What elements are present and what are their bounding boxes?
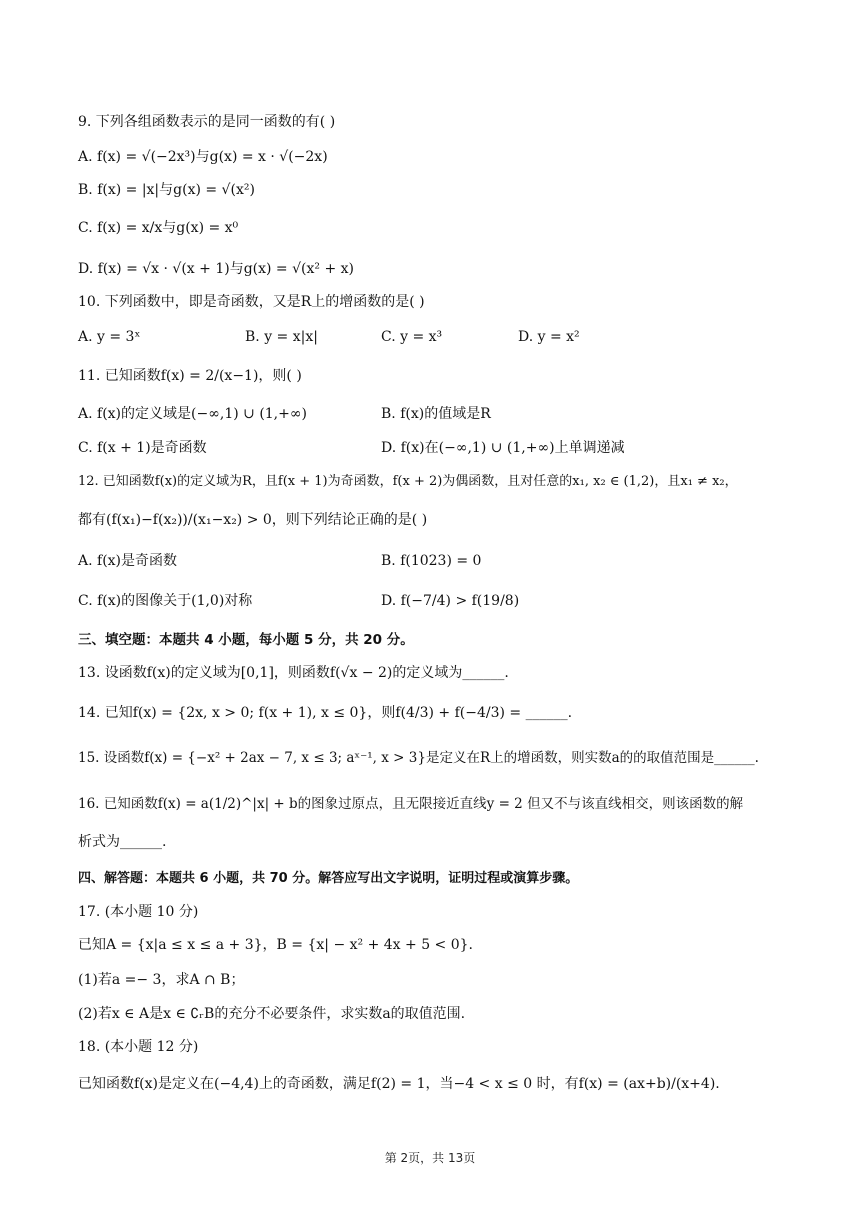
- q17-header: 17. (本小题 10 分): [78, 904, 199, 920]
- q18-header: 18. (本小题 12 分): [78, 1039, 199, 1055]
- q10-option-d: D. y = x²: [518, 329, 580, 345]
- q17-part1: (1)若a =− 3，求A ∩ B；: [78, 972, 245, 988]
- section-answer-heading: 四、解答题：本题共 6 小题，共 70 分。解答应写出文字说明，证明过程或演算步骤。: [78, 871, 579, 886]
- q18-given: 已知函数f(x)是定义在(−4,4)上的奇函数，满足f(2) = 1，当−4 < x ≤ 0 时，有f(x) = (ax+b)/(x+4).: [78, 1076, 720, 1092]
- q17-given: 已知A = {x|a ≤ x ≤ a + 3}，B = {x| − x² + 4x + 5 < 0}.: [78, 937, 474, 953]
- q11-option-a: A. f(x)的定义域是(−∞,1) ∪ (1,+∞): [78, 406, 307, 422]
- q10-option-b: B. y = x|x|: [245, 329, 318, 345]
- q14-stem: 14. 已知f(x) = {2x, x > 0; f(x + 1), x ≤ 0}，则f(4/3) + f(−4/3) = ______.: [78, 705, 573, 721]
- q10-stem: 10. 下列函数中，即是奇函数，又是R上的增函数的是( ): [78, 294, 425, 310]
- q12-option-a: A. f(x)是奇函数: [78, 553, 178, 569]
- section-fill-in-heading: 三、填空题：本题共 4 小题，每小题 5 分，共 20 分。: [78, 632, 414, 648]
- q11-option-b: B. f(x)的值域是R: [381, 406, 491, 422]
- q11-option-d: D. f(x)在(−∞,1) ∪ (1,+∞)上单调递减: [381, 440, 625, 456]
- q11-stem: 11. 已知函数f(x) = 2/(x−1)，则( ): [78, 368, 302, 384]
- q16-stem-line1: 16. 已知函数f(x) = a(1/2)^|x| + b的图象过原点，且无限接近直线y = 2 但又不与该直线相交，则该函数的解: [78, 796, 744, 812]
- q12-option-d: D. f(−7/4) > f(19/8): [381, 593, 520, 609]
- q16-stem-line2: 析式为______.: [78, 834, 167, 850]
- q11-option-c: C. f(x + 1)是奇函数: [78, 440, 207, 456]
- q9-option-b: B. f(x) = |x|与g(x) = √(x²): [78, 182, 255, 198]
- q12-option-c: C. f(x)的图像关于(1,0)对称: [78, 593, 253, 609]
- q12-stem-line1: 12. 已知函数f(x)的定义域为R，且f(x + 1)为奇函数，f(x + 2)为偶函数，且对任意的x₁, x₂ ∈ (1,2)，且x₁ ≠ x₂，: [78, 474, 738, 489]
- q15-stem: 15. 设函数f(x) = {−x² + 2ax − 7, x ≤ 3; aˣ⁻¹, x > 3}是定义在R上的增函数，则实数a的的取值范围是______.: [78, 750, 759, 766]
- q9-stem: 9. 下列各组函数表示的是同一函数的有( ): [78, 114, 336, 130]
- q9-option-d: D. f(x) = √x · √(x + 1)与g(x) = √(x² + x): [78, 261, 354, 277]
- q17-part2: (2)若x ∈ A是x ∈ ∁ᵣB的充分不必要条件，求实数a的取值范围.: [78, 1006, 466, 1022]
- q10-option-c: C. y = x³: [381, 329, 443, 345]
- q12-stem-line2: 都有(f(x₁)−f(x₂))/(x₁−x₂) > 0，则下列结论正确的是( ): [78, 512, 428, 528]
- q13-stem: 13. 设函数f(x)的定义域为[0,1]，则函数f(√x − 2)的定义域为______.: [78, 665, 509, 681]
- q9-option-c: C. f(x) = x/x与g(x) = x⁰: [78, 220, 239, 236]
- q12-option-b: B. f(1023) = 0: [381, 553, 482, 569]
- page-footer: 第 2页，共 13页: [384, 1151, 476, 1165]
- q9-option-a: A. f(x) = √(−2x³)与g(x) = x · √(−2x): [78, 149, 328, 165]
- q10-option-a: A. y = 3ˣ: [78, 329, 141, 345]
